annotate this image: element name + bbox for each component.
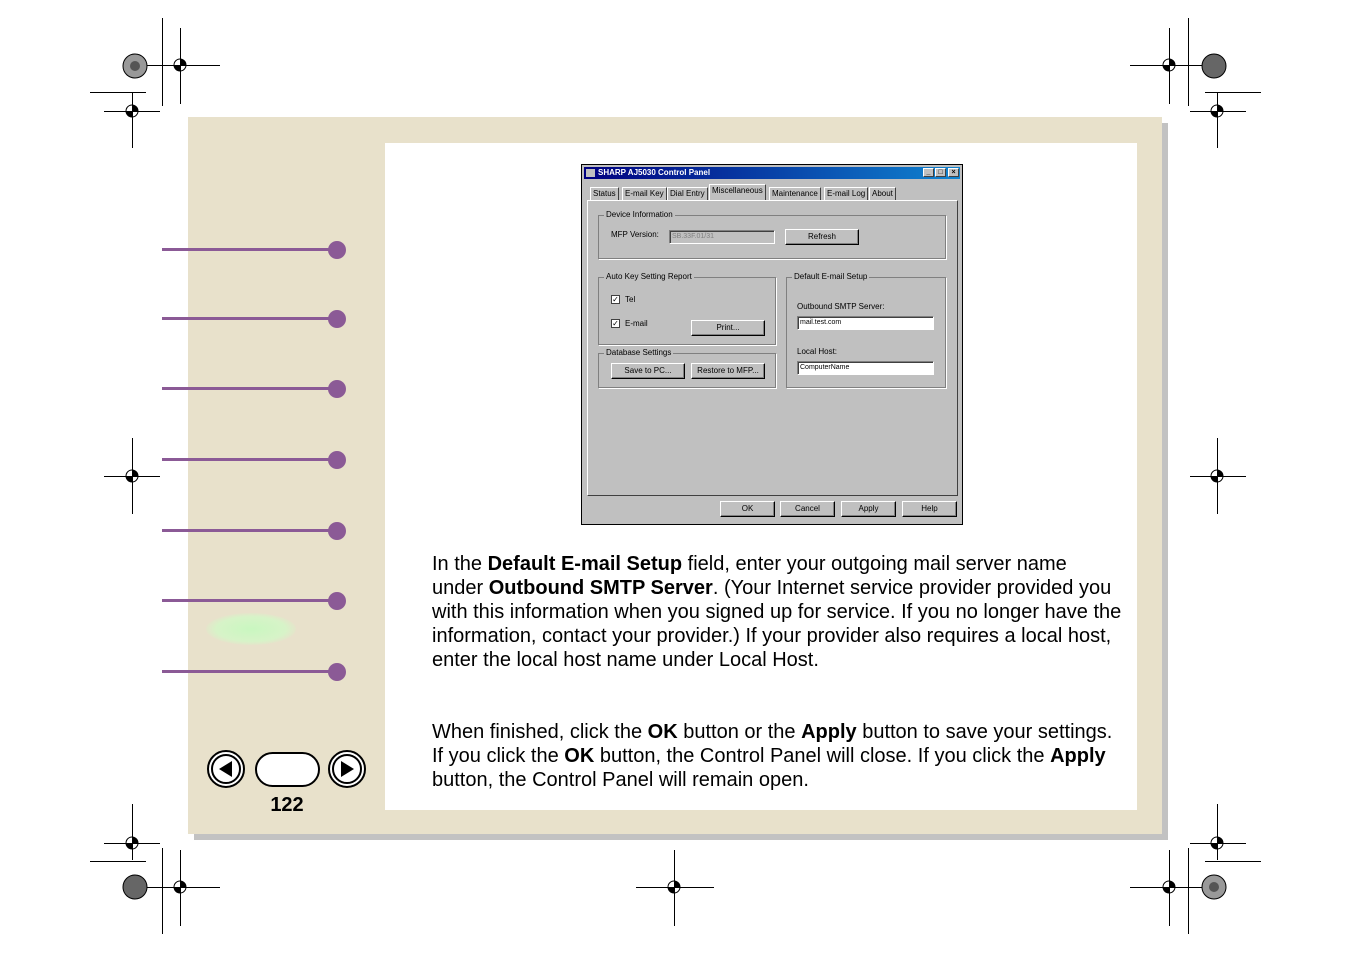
next-ring-icon bbox=[332, 754, 362, 784]
starburst-icon bbox=[1201, 874, 1227, 900]
group-label: Device Information bbox=[606, 210, 673, 219]
mfp-version-field: SB.33F.01/31 bbox=[669, 230, 775, 244]
control-panel-dialog bbox=[581, 164, 963, 525]
group-label: Auto Key Setting Report bbox=[606, 272, 692, 281]
maximize-icon[interactable]: □ bbox=[935, 168, 946, 177]
tab-about[interactable]: About bbox=[869, 187, 896, 200]
group-label: Default E-mail Setup bbox=[794, 272, 868, 281]
smtp-server-label: Outbound SMTP Server: bbox=[797, 302, 885, 311]
nav-line[interactable] bbox=[162, 317, 337, 320]
crosshair-icon bbox=[1207, 101, 1227, 121]
nav-line[interactable] bbox=[162, 458, 337, 461]
left-arrow-icon bbox=[213, 756, 239, 782]
starburst-icon bbox=[122, 874, 148, 900]
nav-line[interactable] bbox=[162, 670, 337, 673]
crosshair-icon bbox=[122, 466, 142, 486]
instruction-paragraph-1: In the Default E-mail Setup field, enter your outgoing mail server name under Outbound SMTP Server. (Your Internet service provider provided you with this information when you signed up for service. If you no longer have the information, contact your provider.) If your provider also requires a local host, enter the local host name under Local Host. bbox=[432, 553, 1122, 671]
email-checkbox[interactable]: ✓ bbox=[612, 319, 619, 328]
nav-dot[interactable] bbox=[328, 310, 346, 328]
nav-dot[interactable] bbox=[328, 241, 346, 259]
restore-to-mfp-button[interactable]: Restore to MFP... bbox=[691, 363, 765, 379]
home-button[interactable] bbox=[255, 752, 320, 787]
mfp-version-label: MFP Version: bbox=[611, 230, 659, 239]
dialog-title: SHARP AJ5030 Control Panel bbox=[598, 168, 711, 177]
right-arrow-icon bbox=[334, 756, 360, 782]
nav-line[interactable] bbox=[162, 529, 337, 532]
minimize-icon[interactable]: _ bbox=[923, 168, 934, 177]
cancel-button[interactable]: Cancel bbox=[780, 501, 835, 517]
tab-email-log[interactable]: E-mail Log bbox=[824, 187, 868, 200]
nav-dot[interactable] bbox=[328, 451, 346, 469]
email-label: E-mail bbox=[625, 319, 648, 328]
device-information-group bbox=[598, 210, 946, 259]
smtp-server-input[interactable]: mail.test.com bbox=[797, 316, 934, 330]
save-to-pc-button[interactable]: Save to PC... bbox=[611, 363, 685, 379]
help-button[interactable]: Help bbox=[902, 501, 957, 517]
crosshair-icon bbox=[170, 877, 190, 897]
tab-status[interactable]: Status bbox=[590, 187, 619, 200]
previous-page-button[interactable] bbox=[207, 750, 245, 788]
starburst-icon bbox=[122, 53, 148, 79]
crosshair-icon bbox=[170, 55, 190, 75]
local-host-input[interactable]: ComputerName bbox=[797, 361, 934, 375]
nav-dot[interactable] bbox=[328, 522, 346, 540]
local-host-label: Local Host: bbox=[797, 347, 838, 356]
title-bar bbox=[584, 167, 960, 179]
page-number: 122 bbox=[270, 794, 304, 816]
instruction-paragraph-2: When finished, click the OK button or the Apply button to save your settings. If you click the OK button, the Control Panel will close. If you click the Apply button, the Control Panel will remain open. bbox=[432, 721, 1113, 791]
refresh-button[interactable]: Refresh bbox=[785, 229, 859, 245]
crosshair-icon bbox=[664, 877, 684, 897]
crosshair-icon bbox=[1207, 833, 1227, 853]
database-settings-group bbox=[598, 348, 776, 388]
apply-button[interactable]: Apply bbox=[841, 501, 896, 517]
previous-ring-icon bbox=[211, 754, 241, 784]
tab-email-key[interactable]: E-mail Key bbox=[622, 187, 667, 200]
tel-label: Tel bbox=[625, 295, 636, 304]
close-icon[interactable]: × bbox=[948, 168, 959, 177]
tab-panel bbox=[587, 200, 958, 496]
nav-dot[interactable] bbox=[328, 663, 346, 681]
crosshair-icon bbox=[1159, 877, 1179, 897]
crosshair-icon bbox=[122, 833, 142, 853]
nav-line[interactable] bbox=[162, 599, 337, 602]
tab-miscellaneous[interactable]: Miscellaneous bbox=[709, 184, 766, 200]
group-label: Database Settings bbox=[606, 348, 672, 357]
nav-line[interactable] bbox=[162, 387, 337, 390]
nav-dot[interactable] bbox=[328, 380, 346, 398]
nav-line[interactable] bbox=[162, 248, 337, 251]
print-button[interactable]: Print... bbox=[691, 320, 765, 336]
app-icon bbox=[586, 169, 595, 177]
next-page-button[interactable] bbox=[328, 750, 366, 788]
tab-maintenance[interactable]: Maintenance bbox=[769, 187, 821, 200]
starburst-icon bbox=[1201, 53, 1227, 79]
default-email-setup-group bbox=[786, 272, 946, 388]
auto-key-report-group bbox=[598, 272, 776, 345]
crosshair-icon bbox=[1159, 55, 1179, 75]
nav-dot[interactable] bbox=[328, 592, 346, 610]
crosshair-icon bbox=[122, 101, 142, 121]
crosshair-icon bbox=[1207, 466, 1227, 486]
ok-button[interactable]: OK bbox=[720, 501, 775, 517]
tel-checkbox[interactable]: ✓ bbox=[612, 295, 619, 304]
current-section-highlight bbox=[206, 613, 296, 645]
tab-dial-entry[interactable]: Dial Entry bbox=[667, 187, 708, 200]
